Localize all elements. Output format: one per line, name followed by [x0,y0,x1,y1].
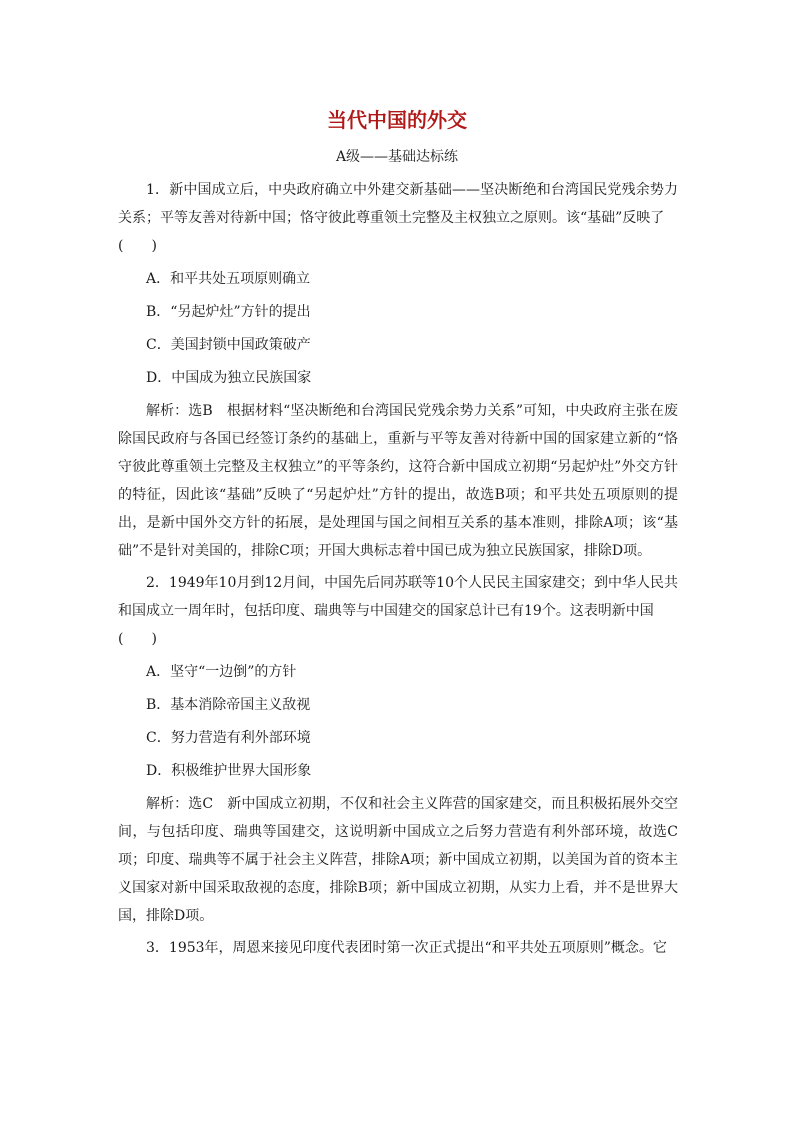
questions-content [118,172,678,962]
question-1-analysis: 解析：选B 根据材料“坚决断绝和台湾国民党残余势力关系”可知，中央政府主张在废除国民政府与各国已经签订条约的基础上，重新与平等友善对待新中国的国家建立新的“恪守彼此尊重领土完整及主权独立”的平等条约，这符合新中国成立初期“另起炉灶”外交方针的特征，因此该“基础”反映了“另起炉灶”方针的提出，故选B项；和平共处五项原则的提出，是新中国外交方针的拓展，是处理国与国之间相互关系的基本准则，排除A项；该“基础”不是针对美国的，排除C项；开国大典标志着中国已成为独立民族国家，排除D项。 [118,403,678,559]
question-1-option-a: A．和平共处五项原则确立 [146,271,311,287]
section-level-title: A级——基础达标练 [335,149,459,165]
question-3-stem: 3．1953年，周恩来接见印度代表团时第一次正式提出“和平共处五项原则”概念。它 [146,940,667,956]
question-3 [118,934,678,962]
question-2-option-a: A．坚守“一边倒”的方针 [146,664,297,680]
question-2-option-c: C．努力营造有利外部环境 [146,730,311,746]
question-1-stem: 1．新中国成立后，中央政府确立中外建交新基础——坚决断绝和台湾国民党残余势力关系；平等友善对待新中国；恪守彼此尊重领土完整及主权独立之原则。该“基础”反映了 [118,182,678,226]
question-2 [118,569,678,930]
question-2-option-d: D．积极维护世界大国形象 [146,763,312,779]
question-2-option-b: B．基本消除帝国主义敌视 [146,697,311,713]
question-2-analysis: 解析：选C 新中国成立初期，不仅和社会主义阵营的国家建交，而且积极拓展外交空间，与包括印度、瑞典等国建交，这说明新中国成立之后努力营造有利外部环境，故选C项；印度、瑞典等不属于社会主义阵营，排除A项；新中国成立初期，以美国为首的资本主义国家对新中国采取敌视的态度，排除B项；新中国成立初期，从实力上看，并不是世界大国，排除D项。 [118,796,678,924]
question-1 [118,176,678,565]
question-1-option-d: D．中国成为独立民族国家 [146,370,312,386]
question-1-blank: ( ) [118,238,157,254]
question-1-option-b: B．“另起炉灶”方针的提出 [146,304,311,320]
question-1-option-c: C．美国封锁中国政策破产 [146,337,311,353]
question-2-blank: ( ) [118,631,157,647]
question-2-stem: 2．1949年10月到12月间，中国先后同苏联等10个人民民主国家建交；到中华人民共和国成立一周年时，包括印度、瑞典等与中国建交的国家总计已有19个。这表明新中国 [118,575,678,619]
page-title: 当代中国的外交 [327,108,467,132]
